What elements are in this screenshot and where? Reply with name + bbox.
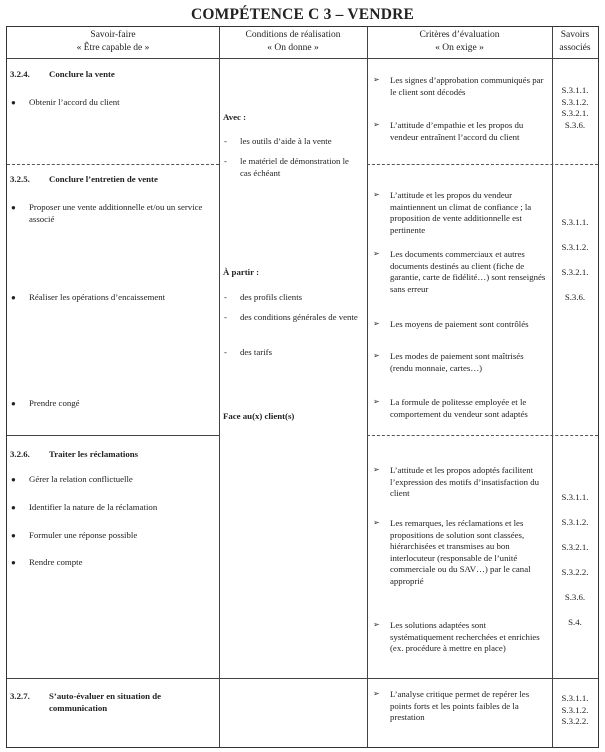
arrow-bullet-icon: ➢ (373, 397, 380, 406)
arrow-bullet-icon: ➢ (373, 190, 380, 199)
savoir-code: S.3.2.2. (561, 716, 589, 726)
skill-item: Prendre congé (29, 398, 80, 408)
skill-item: Obtenir l’accord du client (29, 97, 120, 107)
savoir-code: S.3.6. (564, 592, 586, 602)
section-3-2-5-title: Conclure l’entretien de vente (49, 174, 158, 184)
savoir-code: S.3.1.1. (561, 85, 589, 95)
condition-item: les outils d’aide à la vente (240, 136, 332, 146)
savoir-code: S.3.2.1. (561, 108, 589, 118)
section-3-2-6-number: 3.2.6. (10, 449, 30, 459)
arrow-bullet-icon: ➢ (373, 120, 380, 129)
header-subtext: associés (559, 43, 591, 53)
arrow-bullet-icon: ➢ (373, 351, 380, 360)
arrow-bullet-icon: ➢ (373, 620, 380, 629)
section-3-2-4-number: 3.2.4. (10, 69, 30, 79)
dash-icon: - (224, 136, 227, 146)
header-text: Critères d’évaluation (419, 30, 500, 40)
section-divider (7, 678, 598, 679)
condition-item: des profils clients (240, 292, 303, 302)
arrow-bullet-icon: ➢ (373, 75, 380, 84)
bullet-icon: ● (11, 558, 16, 567)
savoir-code: S.3.2.2. (561, 567, 589, 577)
savoir-code: S.4. (568, 617, 582, 627)
criterion: Les moyens de paiement sont contrôlés (390, 319, 529, 329)
skill-item: Rendre compte (29, 557, 83, 567)
header-subtext: « Être capable de » (76, 43, 150, 53)
section-divider (367, 164, 598, 165)
header-subtext: « On donne » (267, 43, 319, 53)
col-divider (367, 27, 368, 747)
criterion: Les modes de paiement sont maîtrisés (rendu monnaie, cartes…) (390, 351, 524, 373)
skill-item: Proposer une vente additionnelle et/ou un service associé (29, 202, 203, 224)
bullet-icon: ● (11, 98, 16, 107)
conditions-avec-label: Avec : (223, 112, 247, 122)
savoir-code: S.3.2.1. (561, 267, 589, 277)
arrow-bullet-icon: ➢ (373, 249, 380, 258)
dash-icon: - (224, 292, 227, 302)
bullet-icon: ● (11, 531, 16, 540)
savoir-code: S.3.1.1. (561, 693, 589, 703)
section-3-2-7-number: 3.2.7. (10, 691, 30, 701)
savoir-code: S.3.1.2. (561, 704, 589, 715)
col-divider (219, 27, 220, 747)
section-divider (7, 164, 219, 165)
col-divider (552, 27, 553, 747)
criterion: Les remarques, les réclamations et les propositions de solution sont classées, hiérarchisées et transmises au bon interlocuteur (responsable de l’unité commerciale ou du SAV…) par le canal approprié (390, 518, 531, 586)
arrow-bullet-icon: ➢ (373, 319, 380, 328)
skill-item: Réaliser les opérations d’encaissement (29, 292, 166, 302)
criterion: L’attitude et les propos adoptés facilitent l’expression des motifs d’insatisfaction du client (390, 465, 540, 498)
criterion: L’analyse critique permet de repérer les points forts et les points faibles de la prestation (390, 689, 530, 722)
header-divider (7, 58, 598, 59)
arrow-bullet-icon: ➢ (373, 518, 380, 527)
header-text: Conditions de réalisation (245, 30, 341, 40)
skill-item: Formuler une réponse possible (29, 530, 138, 540)
savoir-code: S.3.1.1. (561, 217, 589, 227)
section-3-2-6-title: Traiter les réclamations (49, 449, 139, 459)
savoir-code: S.3.2.1. (561, 542, 589, 552)
savoir-code: S.3.1.1. (561, 492, 589, 502)
competence-table (6, 26, 599, 748)
savoir-code: S.3.1.2. (561, 96, 589, 107)
savoirs-list (553, 217, 597, 304)
criterion: L’attitude et les propos du vendeur maintiennent un climat de confiance ; la proposition de vente additionnelle est pertinente (390, 190, 532, 235)
header-savoirs (552, 29, 598, 55)
header-subtext: « On exige » (435, 43, 484, 53)
page-title: COMPÉTENCE C 3 – VENDRE (190, 6, 415, 23)
arrow-bullet-icon: ➢ (373, 689, 380, 698)
criterion: La formule de politesse employée et le comportement du vendeur sont adaptés (390, 397, 528, 419)
header-text: Savoirs (560, 30, 590, 40)
bullet-icon: ● (11, 203, 16, 212)
savoir-code: S.3.1.2. (561, 517, 589, 527)
savoirs-list (553, 492, 597, 629)
bullet-icon: ● (11, 503, 16, 512)
criterion: Les signes d’approbation communiqués par le client sont décodés (390, 75, 544, 97)
header-criteres (367, 29, 552, 55)
savoirs-list (553, 693, 597, 728)
section-divider (367, 435, 598, 436)
section-3-2-4-title: Conclure la vente (49, 69, 115, 79)
savoir-code: S.3.1.2. (561, 242, 589, 252)
section-divider (7, 435, 219, 436)
criterion: Les solutions adaptées sont systématiquement recherchées et enrichies (ex. procédure à mettre en place) (390, 620, 540, 653)
skill-item: Gérer la relation conflictuelle (29, 474, 133, 484)
criterion: L’attitude d’empathie et les propos du vendeur entraînent l’accord du client (390, 120, 524, 142)
condition-item: le matériel de démonstration le cas échéant (240, 156, 349, 178)
condition-item: des tarifs (240, 347, 273, 357)
dash-icon: - (224, 347, 227, 357)
bullet-icon: ● (11, 293, 16, 302)
header-savoir-faire (7, 29, 219, 55)
dash-icon: - (224, 312, 227, 322)
dash-icon: - (224, 156, 227, 166)
savoirs-list (553, 85, 597, 131)
section-3-2-5-number: 3.2.5. (10, 174, 30, 184)
skill-item: Identifier la nature de la réclamation (29, 502, 158, 512)
criterion: Les documents commerciaux et autres documents destinés au client (fiche de garantie, carte de fidélité…) sont renseignés sans erreur (390, 249, 546, 294)
savoir-code: S.3.6. (564, 119, 586, 130)
bullet-icon: ● (11, 475, 16, 484)
section-3-2-7-title: S’auto-évaluer en situation de communication (49, 691, 162, 713)
header-conditions (219, 29, 367, 55)
savoir-code: S.3.6. (564, 292, 586, 302)
condition-item: des conditions générales de vente (240, 312, 358, 322)
conditions-face-label: Face au(x) client(s) (223, 411, 295, 421)
arrow-bullet-icon: ➢ (373, 465, 380, 474)
bullet-icon: ● (11, 399, 16, 408)
conditions-apartir-label: À partir : (223, 267, 259, 277)
header-text: Savoir-faire (90, 30, 136, 40)
